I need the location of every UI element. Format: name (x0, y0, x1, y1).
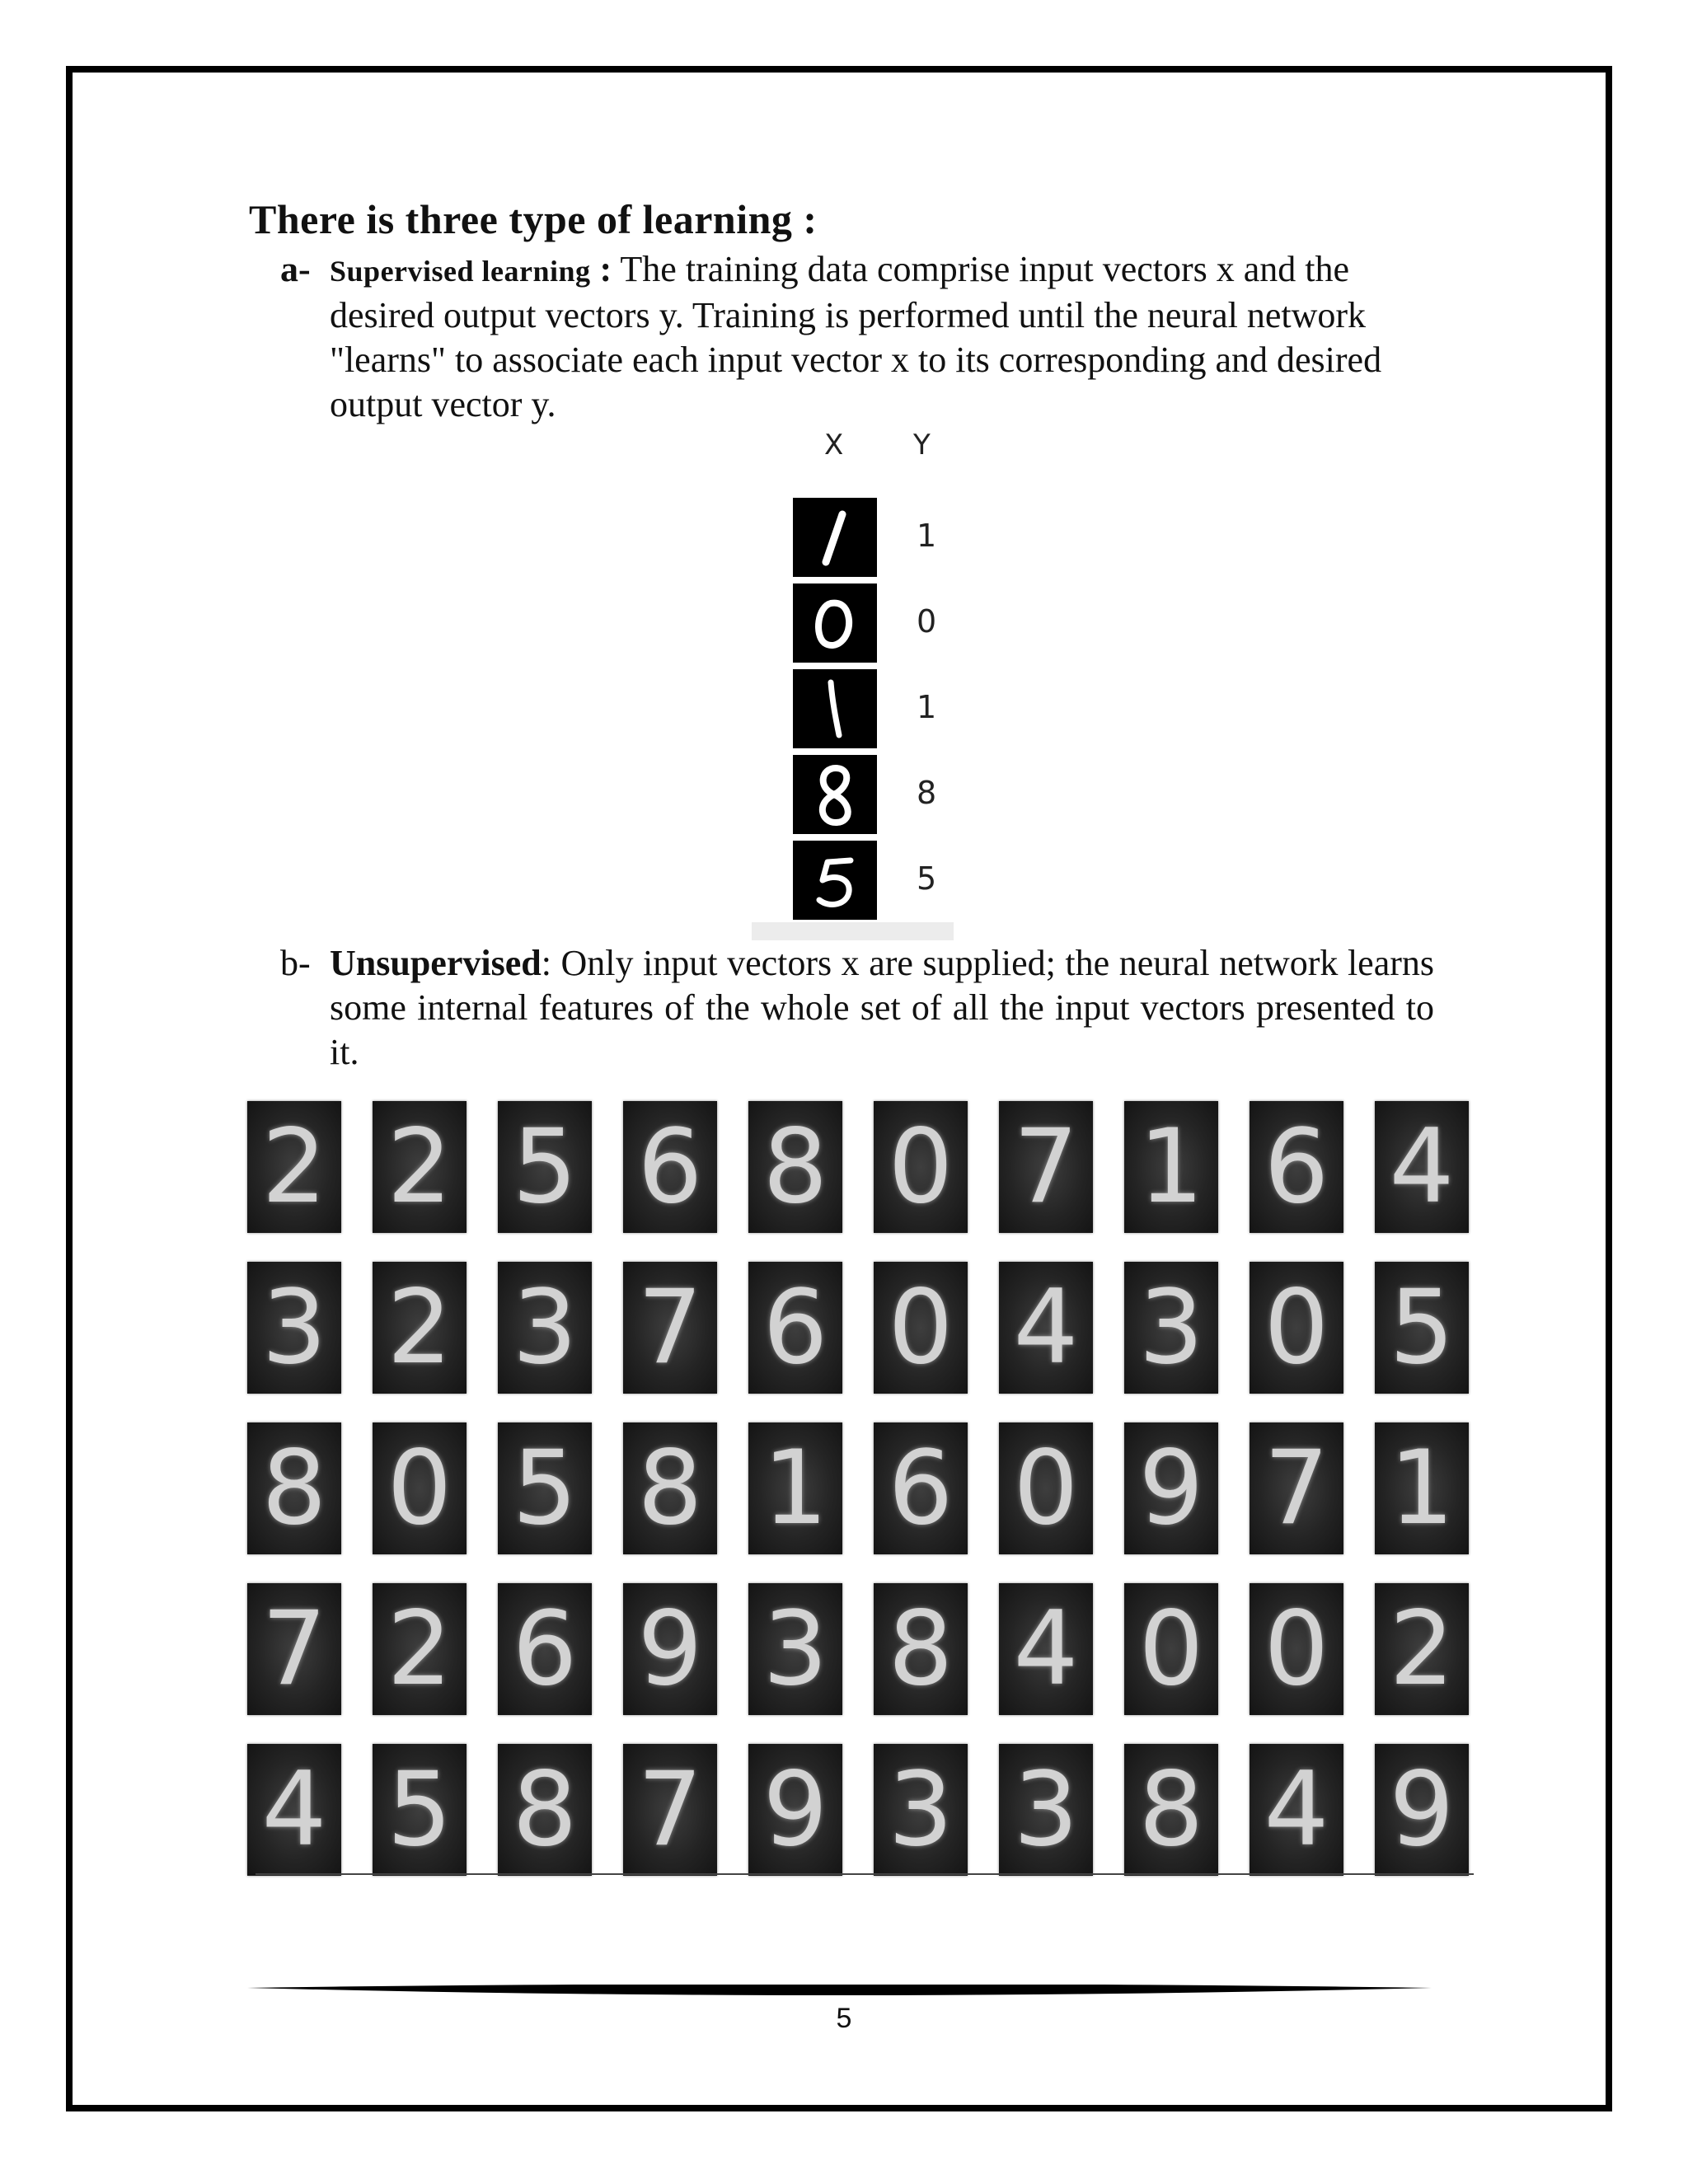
handwritten-digit-image (793, 498, 877, 577)
digit-tile: 9 (748, 1744, 842, 1876)
handwritten-five-image (793, 841, 877, 920)
handwritten-zero-image (793, 583, 877, 663)
handwritten-eight-image (793, 755, 877, 834)
digit-label: 0 (917, 603, 937, 640)
unsupervised-digit-grid (247, 1101, 1469, 1876)
handwritten-one-image (793, 498, 877, 577)
digit-tile: 2 (1375, 1583, 1469, 1715)
supervised-description: The training data comprise input vectors x and the desired output vectors y. Training is performed until the neural network "learns" to associate each input vector x to its corresponding and desired output vector y. (330, 249, 1382, 424)
footer-divider (247, 1985, 1432, 1998)
digit-tile: 6 (874, 1422, 968, 1554)
digit-tile: 3 (999, 1744, 1093, 1876)
term-supervised-learning: Supervised learning (330, 255, 591, 288)
digit-tile: 1 (748, 1422, 842, 1554)
item-body (330, 247, 1434, 427)
figure-divider (256, 1873, 1474, 1875)
supervised-example-figure (752, 427, 954, 940)
digit-tile: 5 (498, 1101, 592, 1233)
digit-tile: 0 (1250, 1583, 1343, 1715)
digit-tile: 1 (1124, 1101, 1218, 1233)
digit-tile: 8 (874, 1583, 968, 1715)
y-column-header: Y (913, 429, 931, 462)
digit-tile: 2 (247, 1101, 341, 1233)
figure-shadow (752, 922, 954, 940)
digit-tile: 6 (623, 1101, 717, 1233)
digit-tile: 0 (373, 1422, 467, 1554)
digit-tile: 0 (999, 1422, 1093, 1554)
handwritten-digit-image (793, 583, 877, 663)
digit-tile: 5 (498, 1422, 592, 1554)
digit-label: 8 (917, 775, 937, 811)
digit-tile: 7 (999, 1101, 1093, 1233)
digit-tile: 4 (247, 1744, 341, 1876)
example-row (793, 583, 950, 663)
term-colon: : (599, 249, 612, 289)
digit-tile: 3 (874, 1744, 968, 1876)
example-row (793, 498, 950, 577)
digit-tile: 8 (498, 1744, 592, 1876)
digit-tile: 4 (1250, 1744, 1343, 1876)
term-unsupervised: Unsupervised (330, 943, 542, 983)
digit-tile: 0 (1124, 1583, 1218, 1715)
digit-tile: 5 (373, 1744, 467, 1876)
digit-tile: 7 (623, 1744, 717, 1876)
digit-tile: 2 (373, 1101, 467, 1233)
digit-tile: 3 (247, 1262, 341, 1394)
digit-tile: 4 (1375, 1101, 1469, 1233)
digit-tile: 8 (247, 1422, 341, 1554)
digit-tile: 4 (999, 1262, 1093, 1394)
item-marker: b- (280, 943, 311, 983)
example-row (793, 841, 950, 920)
example-row (793, 755, 950, 834)
digit-tile: 7 (247, 1583, 341, 1715)
page-number: 5 (836, 2003, 852, 2034)
digit-tile: 2 (373, 1262, 467, 1394)
digit-tile: 9 (1124, 1422, 1218, 1554)
digit-tile: 0 (874, 1101, 968, 1233)
x-column-header: X (824, 429, 844, 462)
digit-tile: 6 (748, 1262, 842, 1394)
digit-tile: 8 (1124, 1744, 1218, 1876)
digit-label: 5 (917, 860, 937, 897)
handwritten-one-image (793, 669, 877, 748)
digit-tile: 0 (1250, 1262, 1343, 1394)
digit-tile: 7 (623, 1262, 717, 1394)
digit-tile: 3 (498, 1262, 592, 1394)
digit-tile: 0 (874, 1262, 968, 1394)
digit-tile: 8 (748, 1101, 842, 1233)
digit-tile: 3 (748, 1583, 842, 1715)
digit-tile: 7 (1250, 1422, 1343, 1554)
digit-tile: 6 (1250, 1101, 1343, 1233)
list-item-supervised (280, 247, 1434, 427)
digit-tile: 4 (999, 1583, 1093, 1715)
digit-tile: 5 (1375, 1262, 1469, 1394)
digit-label: 1 (917, 518, 937, 554)
digit-tile: 9 (1375, 1744, 1469, 1876)
digit-tile: 6 (498, 1583, 592, 1715)
handwritten-digit-image (793, 841, 877, 920)
item-marker: a- (280, 249, 311, 289)
digit-label: 1 (917, 689, 937, 725)
item-body (330, 941, 1434, 1075)
digit-tile: 9 (623, 1583, 717, 1715)
list-item-unsupervised (280, 941, 1434, 1075)
section-heading: There is three type of learning : (249, 196, 818, 242)
digit-tile: 1 (1375, 1422, 1469, 1554)
handwritten-digit-image (793, 669, 877, 748)
unsupervised-description: : Only input vectors x are supplied; the neural network learns some internal features of the whole set of all the input vectors presented to it. (330, 943, 1434, 1072)
digit-tile: 3 (1124, 1262, 1218, 1394)
example-row (793, 669, 950, 748)
digit-tile: 2 (373, 1583, 467, 1715)
digit-tile: 8 (623, 1422, 717, 1554)
handwritten-digit-image (793, 755, 877, 834)
